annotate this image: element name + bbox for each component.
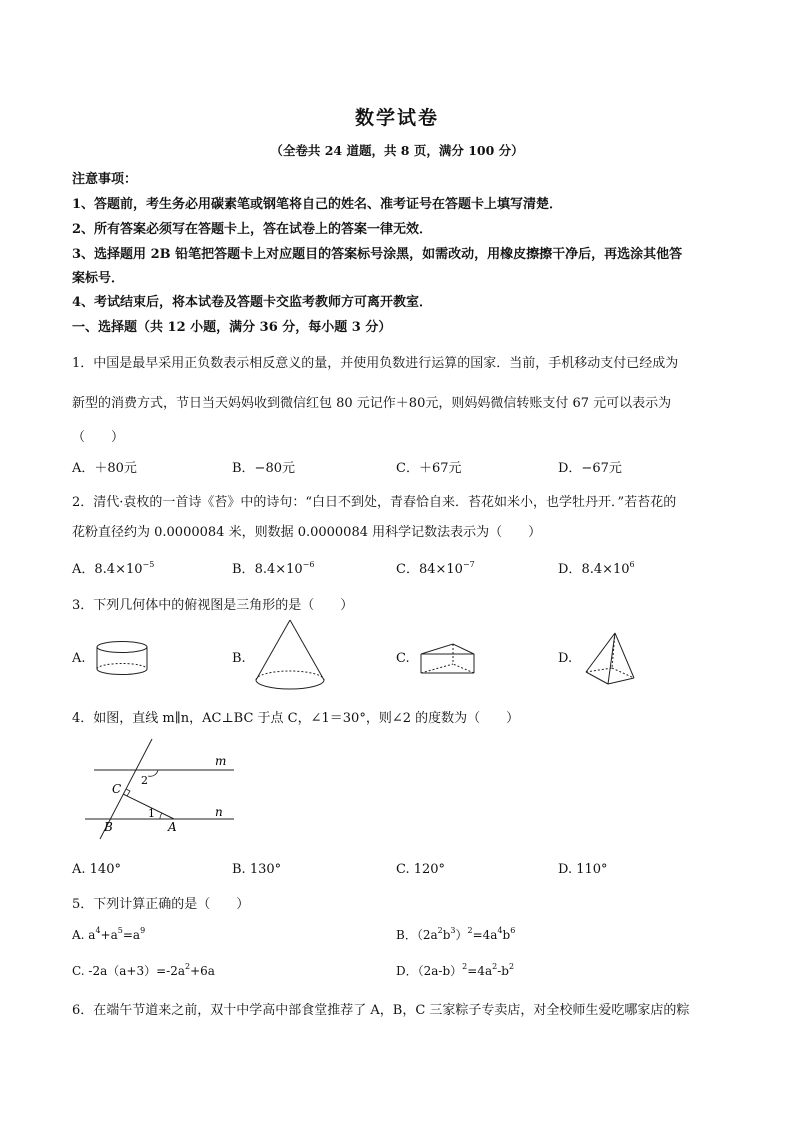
- page-subtitle: （全卷共 24 道题，共 8 页，满分 100 分）: [270, 143, 524, 158]
- pyramid-figure: [582, 630, 640, 688]
- notice-item-1: 1、答题前，考生务必用碳素笔或钢笔将自己的姓名、准考证号在答题卡上填写清楚．: [72, 197, 563, 212]
- question-5-option-d: D．$(2a-b)^2=4a^2-b^2$: [396, 962, 515, 978]
- point-b-label: B: [104, 820, 113, 834]
- question-3-line-1: 3．下列几何体中的俯视图是三角形的是（ ）: [72, 598, 354, 613]
- line-m-label: m: [215, 754, 227, 768]
- triangular-prism-figure: [418, 638, 480, 678]
- question-3-option-b: B.: [232, 651, 246, 666]
- question-4-line-1: 4．如图，直线 m∥n，AC⊥BC 于点 C，∠1＝30°，则∠2 的度数为（ ）: [72, 711, 520, 726]
- question-4-option-d: D. 110°: [558, 862, 608, 877]
- question-5-option-a: A. $a^4+a^5=a^9$: [72, 926, 146, 942]
- question-1-line-3: （ ）: [72, 430, 125, 445]
- section-heading: 一、选择题（共 12 小题，满分 36 分，每小题 3 分）: [72, 320, 392, 335]
- question-2-option-a: A．$8.4\times 10^{-5}$: [72, 560, 155, 577]
- question-1-line-1: 1．中国是最早采用正负数表示相反意义的量，并使用负数进行运算的国家．当前，手机移动支付已经成为: [72, 356, 679, 371]
- parallel-lines-figure: [80, 735, 240, 843]
- point-c-label: C: [112, 782, 122, 796]
- question-1-option-d: D．−67元: [558, 461, 622, 476]
- question-3-option-a: A.: [72, 651, 86, 666]
- question-4-option-a: A. 140°: [72, 862, 121, 877]
- point-a-label: A: [168, 820, 177, 834]
- question-1-line-2: 新型的消费方式，节日当天妈妈收到微信红包 80 元记作＋80元，则妈妈微信转账支付 67 元可以表示为: [72, 396, 672, 411]
- notice-item-2: 2、所有答案必须写在答题卡上，答在试卷上的答案一律无效．: [72, 222, 433, 237]
- question-2-option-d: D．$8.4\times 10^6$: [558, 560, 635, 577]
- question-1-option-c: C．＋67元: [396, 461, 462, 476]
- page-title: 数学试卷: [354, 107, 439, 129]
- notice-item-3-cont: 案标号．: [72, 271, 125, 286]
- question-1-option-b: B．−80元: [232, 461, 295, 476]
- question-4-option-b: B. 130°: [232, 862, 282, 877]
- question-3-option-c: C.: [396, 651, 410, 666]
- question-2-line-1: 2．清代·袁枚的一首诗《苔》中的诗句：“白日不到处，青春恰自来．苔花如米小，也学牡丹开．”若苔花的: [72, 495, 677, 510]
- question-2-option-b: B．$8.4\times 10^{-6}$: [232, 560, 315, 577]
- notice-item-4: 4、考试结束后，将本试卷及答题卡交监考教师方可离开教室．: [72, 295, 433, 310]
- angle-2-label: 2: [141, 774, 148, 787]
- question-2-line-2: 花粉直径约为 0.0000084 米，则数据 0.0000084 用科学记数法表示为（ ）: [72, 525, 542, 540]
- cone-figure: [250, 617, 330, 695]
- line-n-label: n: [215, 805, 223, 819]
- cylinder-figure: [94, 638, 154, 680]
- question-3-option-d: D.: [558, 651, 573, 666]
- notice-item-3: 3、选择题用 2B 铅笔把答题卡上对应题目的答案标号涂黑，如需改动，用橡皮擦擦干净后，再选涂其他答: [72, 247, 683, 262]
- question-5-option-c: C. $-2a(a+3)=-2a^2+6a$: [72, 962, 215, 978]
- question-4-option-c: C. 120°: [396, 862, 446, 877]
- question-1-option-a: A．＋80元: [72, 461, 137, 476]
- notice-heading: 注意事项：: [72, 172, 138, 187]
- question-6-line-1: 6．在端午节道来之前，双十中学高中部食堂推荐了 A，B，C 三家粽子专卖店，对全校师生爱吃哪家店的粽: [72, 1003, 690, 1018]
- question-5-line-1: 5．下列计算正确的是（ ）: [72, 897, 250, 912]
- question-2-option-c: C．$84\times 10^{-7}$: [396, 560, 475, 577]
- question-5-option-b: B．$(2a^2b^3)^2=4a^4b^6$: [396, 926, 516, 942]
- angle-1-label: 1: [148, 807, 155, 820]
